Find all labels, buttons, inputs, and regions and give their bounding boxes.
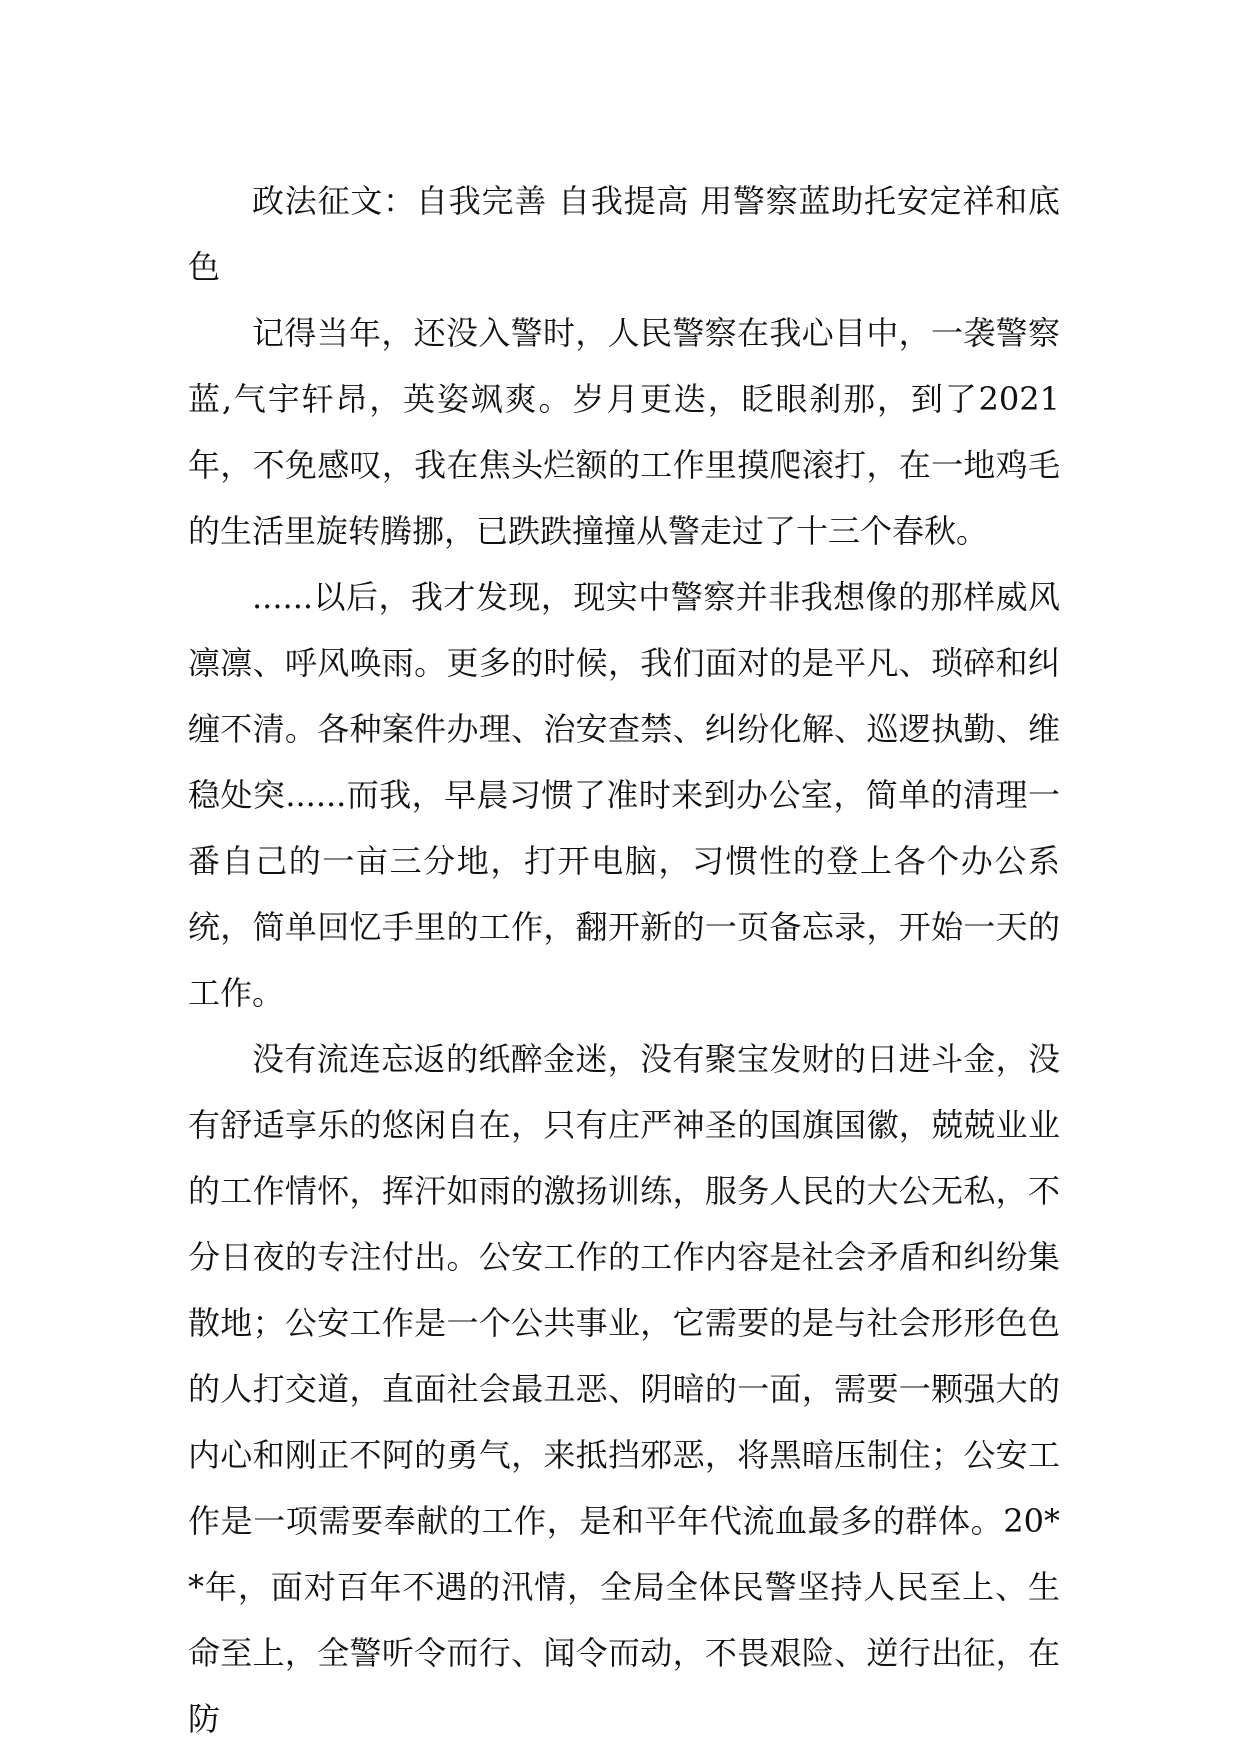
- paragraph-2: ......以后，我才发现，现实中警察并非我想像的那样威风凛凛、呼风唤雨。更多的时候，我们面对的是平凡、琐碎和纠缠不清。各种案件办理、治安查禁、纠纷化解、巡逻执勤、维稳处突......而我，早晨习惯了准时来到办公室，简单的清理一番自己的一亩三分地，打开电脑，习惯性的登上各个办公系统，简单回忆手里的工作，翻开新的一页备忘录，开始一天的工作。: [188, 578, 1060, 1012]
- paragraph-1: 记得当年，还没入警时，人民警察在我心目中，一袭警察蓝,气宇轩昂，英姿飒爽。岁月更迭，眨眼刹那，到了2021年，不免感叹，我在焦头烂额的工作里摸爬滚打，在一地鸡毛的生活里旋转腾挪，已跌跌撞撞从警走过了十三个春秋。: [188, 314, 1060, 550]
- document-body: [188, 168, 1060, 1752]
- paragraph-3: 没有流连忘返的纸醉金迷，没有聚宝发财的日进斗金，没有舒适享乐的悠闲自在，只有庄严神圣的国旗国徽，兢兢业业的工作情怀，挥汗如雨的激扬训练，服务人民的大公无私，不分日夜的专注付出。公安工作的工作内容是社会矛盾和纠纷集散地；公安工作是一个公共事业，它需要的是与社会形形色色的人打交道，直面社会最丑恶、阴暗的一面，需要一颗强大的内心和刚正不阿的勇气，来抵挡邪恶，将黑暗压制住；公安工作是一项需要奉献的工作，是和平年代流血最多的群体。20**年，面对百年不遇的汛情，全局全体民警坚持人民至上、生命至上，全警听令而行、闻令而动，不畏艰险、逆行出征，在防: [188, 1040, 1060, 1738]
- document-title: 政法征文：自我完善 自我提高 用警察蓝助托安定祥和底色: [188, 182, 1060, 286]
